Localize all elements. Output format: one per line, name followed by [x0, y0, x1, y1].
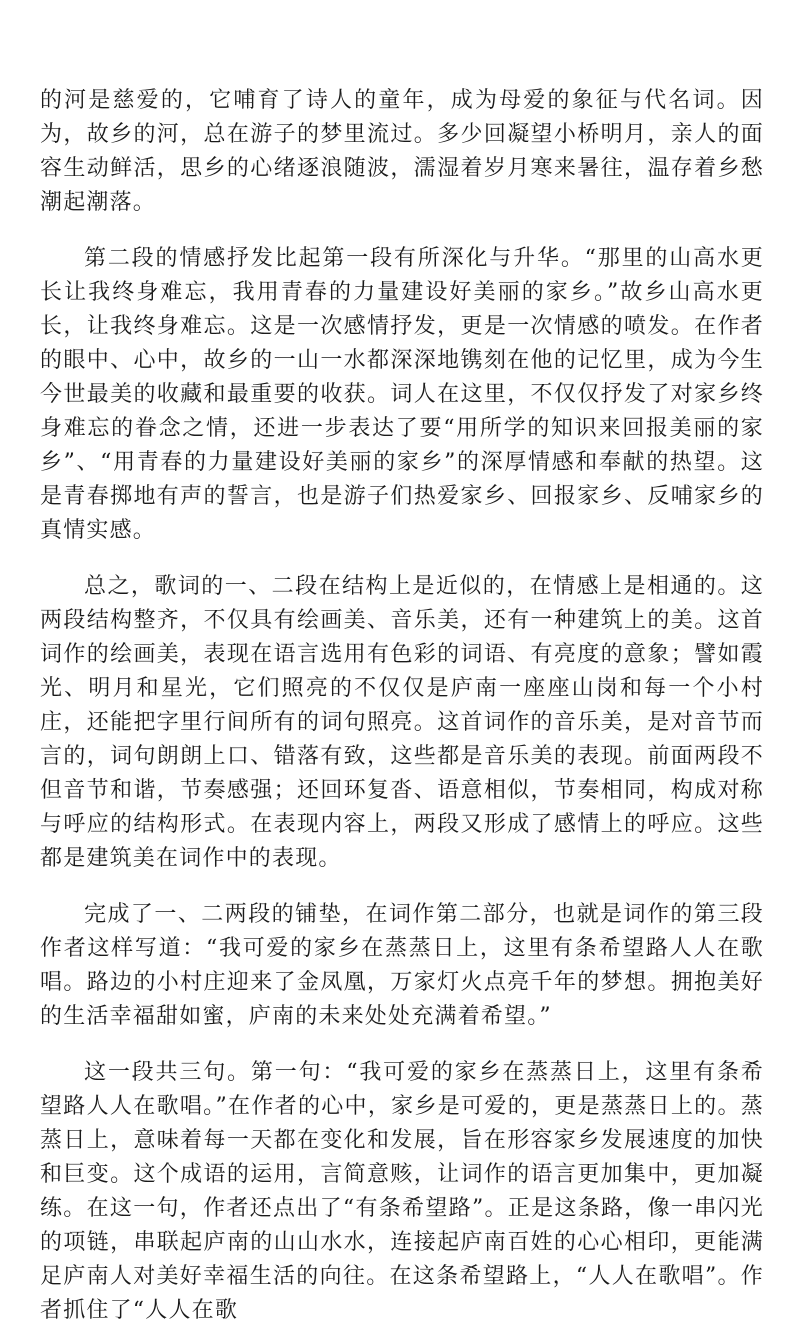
paragraph-3: 总之，歌词的一、二段在结构上是近似的，在情感上是相通的。这两段结构整齐，不仅具有绘画美、音乐美，还有一种建筑上的美。这首词作的绘画美，表现在语言选用有色彩的词语、有亮度的意象；譬如霞光、明月和星光，它们照亮的不仅仅是庐南一座座山岗和每一个小村庄，还能把字里行间所有的词句照亮。这首词作的音乐美，是对音节而言的，词句朗朗上口、错落有致，这些都是音乐美的表现。前面两段不但音节和谐，节奏感强；还回环复沓、语意相似，节奏相同，构成对称与呼应的结构形式。在表现内容上，两段又形成了感情上的呼应。这些都是建筑美在词作中的表现。 [40, 574, 764, 871]
paragraph-2: 第二段的情感抒发比起第一段有所深化与升华。“那里的山高水更长让我终身难忘，我用青春的力量建设好美丽的家乡。”故乡山高水更长，让我终身难忘。这是一次感情抒发，更是一次情感的喷发。在作者的眼中、心中，故乡的一山一水都深深地镌刻在他的记忆里，成为今生今世最美的收藏和最重要的收获。词人在这里，不仅仅抒发了对家乡终身难忘的眷念之情，还进一步表达了要“用所学的知识来回报美丽的家乡”、“用青春的力量建设好美丽的家乡”的深厚情感和奉献的热望。这是青春掷地有声的誓言，也是游子们热爱家乡、回报家乡、反哺家乡的真情实感。 [40, 246, 764, 543]
paragraph-1: 的河是慈爱的，它哺育了诗人的童年，成为母爱的象征与代名词。因为，故乡的河，总在游子的梦里流过。多少回凝望小桥明月，亲人的面容生动鲜活，思乡的心绪逐浪随波，濡湿着岁月寒来暑往，温存着乡愁潮起潮落。 [40, 88, 764, 215]
paragraph-4: 完成了一、二两段的铺垫，在词作第二部分，也就是词作的第三段作者这样写道：“我可爱的家乡在蒸蒸日上，这里有条希望路人人在歌唱。路边的小村庄迎来了金凤凰，万家灯火点亮千年的梦想。拥抱美好的生活幸福甜如蜜，庐南的未来处处充满着希望。” [40, 902, 764, 1029]
paragraph-5: 这一段共三句。第一句：“我可爱的家乡在蒸蒸日上，这里有条希望路人人在歌唱。”在作者的心中，家乡是可爱的，更是蒸蒸日上的。蒸蒸日上，意味着每一天都在变化和发展，旨在形容家乡发展速度的加快和巨变。这个成语的运用，言简意赅，让词作的语言更加集中，更加凝练。在这一句，作者还点出了“有条希望路”。正是这条路，像一串闪光的项链，串联起庐南的山山水水，连接起庐南百姓的心心相印，更能满足庐南人对美好幸福生活的向往。在这条希望路上，“人人在歌唱”。作者抓住了“人人在歌 [40, 1060, 764, 1323]
document-page [40, 84, 764, 1328]
